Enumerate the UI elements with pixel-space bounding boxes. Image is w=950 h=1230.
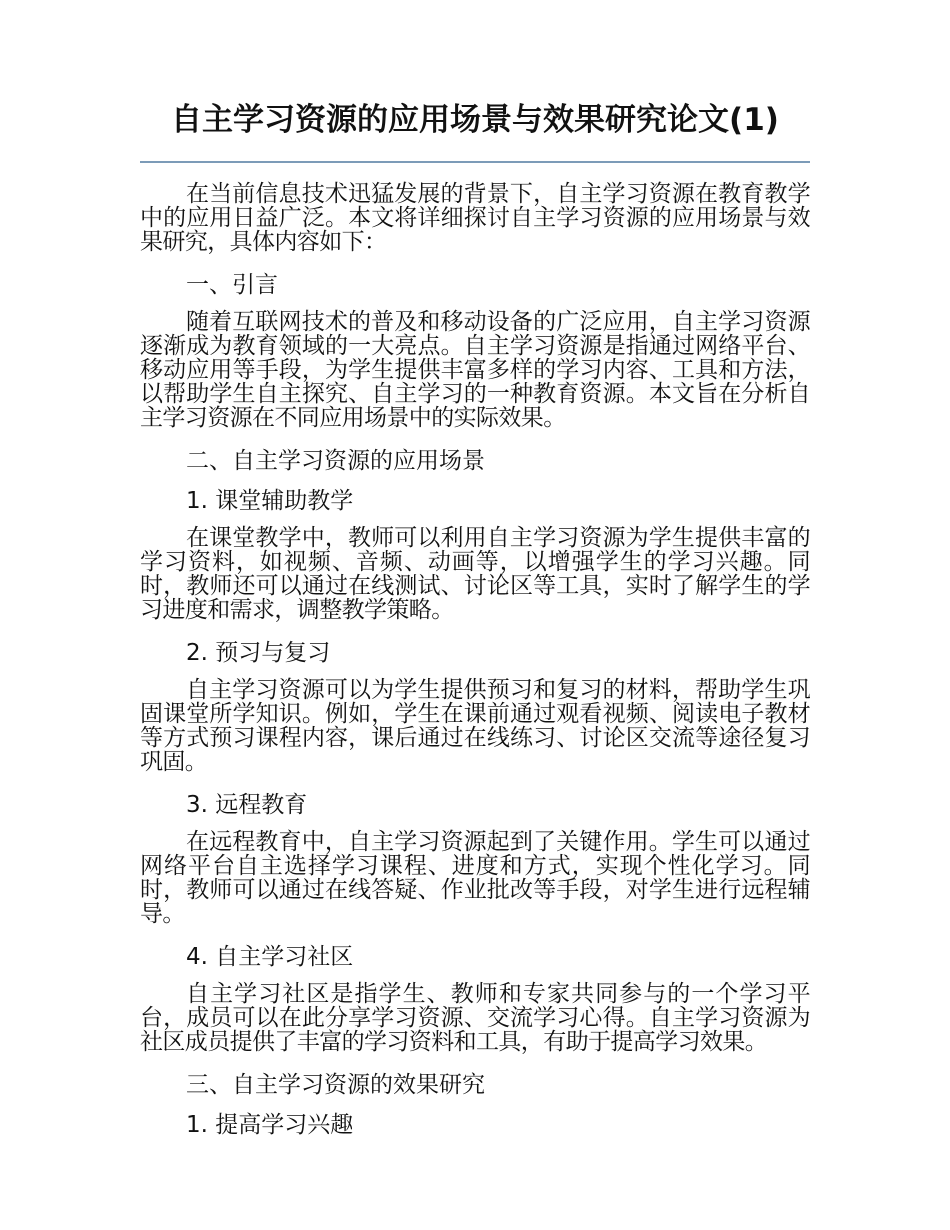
- title-divider: [140, 161, 810, 163]
- document-title: 自主学习资源的应用场景与效果研究论文(1): [171, 102, 779, 138]
- document-body: [140, 182, 810, 1140]
- introduction-paragraph: 随着互联网技术的普及和移动设备的广泛应用，自主学习资源逐渐成为教育领域的一大亮点。自主学习资源是指通过网络平台、移动应用等手段，为学生提供丰富多样的学习内容、工具和方法，以帮助学生自主探究、自主学习的一种教育资源。本文旨在分析自主学习资源在不同应用场景中的实际效果。: [140, 309, 810, 431]
- subheading-learning-interest: 1. 提高学习兴趣: [186, 1112, 354, 1138]
- classroom-teaching-paragraph: 在课堂教学中，教师可以利用自主学习资源为学生提供丰富的学习资料，如视频、音频、动画等，以增强学生的学习兴趣。同时，教师还可以通过在线测试、讨论区等工具，实时了解学生的学习进度和需求，调整教学策略。: [140, 525, 810, 623]
- learning-community-paragraph: 自主学习社区是指学生、教师和专家共同参与的一个学习平台，成员可以在此分享学习资源、交流学习心得。自主学习资源为社区成员提供了丰富的学习资料和工具，有助于提高学习效果。: [140, 981, 810, 1055]
- section-heading-application-scenarios: 二、自主学习资源的应用场景: [186, 448, 485, 474]
- section-heading-effect-research: 三、自主学习资源的效果研究: [186, 1072, 485, 1098]
- subheading-distance-education: 3. 远程教育: [186, 792, 308, 818]
- intro-paragraph: 在当前信息技术迅猛发展的背景下，自主学习资源在教育教学中的应用日益广泛。本文将详细探讨自主学习资源的应用场景与效果研究，具体内容如下：: [140, 181, 810, 255]
- subheading-learning-community: 4. 自主学习社区: [186, 944, 354, 970]
- preview-review-paragraph: 自主学习资源可以为学生提供预习和复习的材料，帮助学生巩固课堂所学知识。例如，学生在课前通过观看视频、阅读电子教材等方式预习课程内容，课后通过在线练习、讨论区交流等途径复习巩固。: [140, 677, 810, 775]
- subheading-preview-review: 2. 预习与复习: [186, 640, 331, 666]
- distance-education-paragraph: 在远程教育中，自主学习资源起到了关键作用。学生可以通过网络平台自主选择学习课程、进度和方式，实现个性化学习。同时，教师可以通过在线答疑、作业批改等手段，对学生进行远程辅导。: [140, 829, 810, 927]
- section-heading-introduction: 一、引言: [186, 272, 278, 298]
- subheading-classroom-teaching: 1. 课堂辅助教学: [186, 488, 354, 514]
